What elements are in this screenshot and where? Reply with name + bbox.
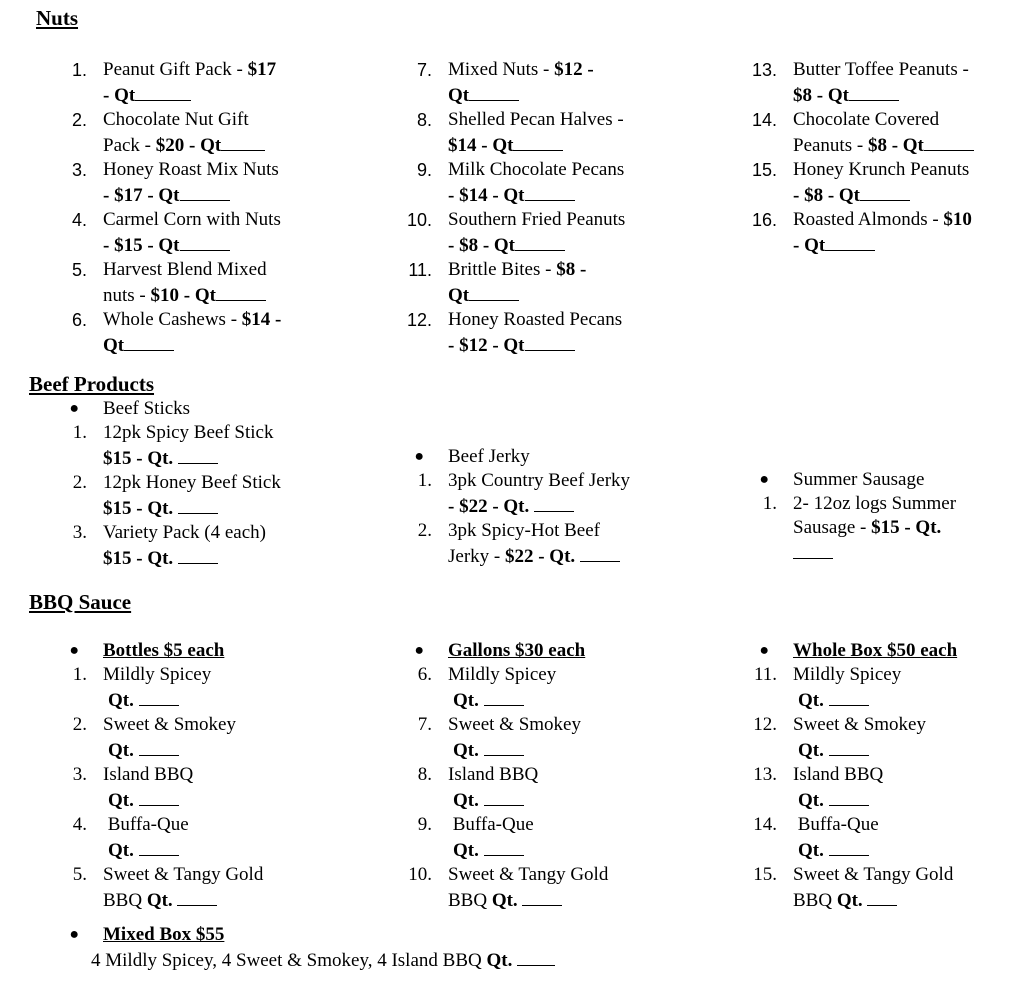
item-name: 2- 12oz logs Summer [793, 493, 957, 514]
bullet-icon: ● [69, 926, 79, 943]
item-number: 3. [72, 764, 87, 785]
qty-blank[interactable] [139, 687, 179, 706]
qty-blank[interactable] [139, 787, 179, 806]
item-number: 9. [417, 814, 432, 835]
item-number: 14. [751, 110, 777, 130]
nut-item [416, 158, 668, 208]
qty-label: Qt. [453, 690, 479, 711]
nut-item [416, 58, 668, 108]
bbq-list-col1 [69, 639, 333, 913]
item-price: $8 - [556, 259, 587, 280]
item-number: 15. [751, 160, 777, 180]
item-number: 10. [408, 864, 432, 885]
item-name: Mildly Spicey [793, 664, 902, 685]
nuts-list-col1 [71, 58, 323, 358]
item-name: Sweet & Smokey [448, 714, 581, 735]
item-number: 1. [72, 422, 87, 443]
item-name: Harvest Blend Mixed [103, 259, 267, 280]
item-price: $8 - Qt [793, 85, 849, 106]
item-price: $14 - [241, 309, 282, 330]
bbq-item [753, 663, 1013, 713]
qty-label: Qt. [453, 840, 479, 861]
item-name: Buffa-Que [448, 814, 534, 835]
item-name: Sweet & Tangy Gold [103, 864, 264, 885]
qty-blank[interactable] [469, 282, 519, 301]
bbq-item [408, 863, 678, 913]
beef-item-1 [72, 421, 333, 471]
qty-blank[interactable] [924, 132, 974, 151]
item-name-cont: BBQ [448, 890, 492, 911]
qty-label: Qt. [798, 690, 824, 711]
item-number: 16. [751, 210, 777, 230]
item-number: 3. [72, 522, 87, 543]
sausage-item-1 [762, 492, 1013, 566]
item-name: Buffa-Que [793, 814, 879, 835]
whole-box-bullet [759, 639, 1013, 663]
item-number: 6. [417, 664, 432, 685]
bbq-item [753, 813, 1013, 863]
nut-item [751, 58, 1013, 108]
item-price: - $22 - Qt. [448, 496, 535, 517]
item-number: 2. [417, 520, 432, 541]
item-price: $12 - [554, 59, 594, 80]
bullet-icon: ● [759, 471, 769, 488]
qty-blank[interactable] [829, 837, 869, 856]
item-number: 10. [406, 210, 432, 230]
item-number: 7. [416, 60, 432, 80]
bullet-icon: ● [414, 642, 424, 659]
item-name: Honey Krunch Peanuts [793, 159, 970, 180]
qty-blank[interactable] [178, 545, 218, 564]
qty-label: Qt. [798, 790, 824, 811]
nut-item [406, 208, 668, 258]
bbq-heading: BBQ Sauce [29, 590, 132, 614]
qty-blank[interactable] [484, 787, 524, 806]
item-name: Mixed Nuts - [448, 59, 555, 80]
qty-blank[interactable] [180, 182, 230, 201]
item-name: Mildly Spicey [103, 664, 212, 685]
beef-heading: Beef Products [29, 372, 155, 396]
bbq-item [417, 813, 678, 863]
qty-blank[interactable] [867, 887, 897, 906]
item-name: Mildly Spicey [448, 664, 557, 685]
item-price: $15 - Qt. [103, 498, 178, 519]
item-name: Southern Fried Peanuts [448, 209, 626, 230]
nut-item [406, 308, 668, 358]
jerky-item-2 [417, 519, 678, 569]
item-number: 2. [71, 110, 87, 130]
nut-item [751, 208, 1013, 258]
item-name: Honey Roasted Pecans [448, 309, 623, 330]
qty-blank[interactable] [525, 332, 575, 351]
item-name: Peanut Gift Pack - [103, 59, 248, 80]
qty-blank[interactable] [513, 132, 563, 151]
nut-item [71, 158, 323, 208]
item-name: Chocolate Covered [793, 109, 940, 130]
nuts-list-col3 [751, 58, 1013, 258]
item-price: $17 [247, 59, 277, 80]
item-price: Qt [448, 85, 470, 106]
summer-sausage-bullet [759, 468, 1013, 492]
item-price: $14 - Qt [448, 135, 514, 156]
item-number: 1. [71, 60, 87, 80]
item-price: $10 - Qt [150, 285, 216, 306]
item-number: 6. [71, 310, 87, 330]
item-price: - $14 - Qt [448, 185, 525, 206]
item-name: Brittle Bites - [448, 259, 557, 280]
item-number: 2. [72, 472, 87, 493]
qty-label: Qt. [453, 740, 479, 761]
qty-label: Qt. [491, 890, 518, 911]
item-name: 3pk Country Beef Jerky [448, 470, 631, 491]
qty-blank[interactable] [522, 887, 562, 906]
item-price: - $8 - Qt [448, 235, 516, 256]
qty-blank[interactable] [793, 540, 833, 559]
item-name: 12pk Honey Beef Stick [103, 472, 281, 493]
qty-blank[interactable] [139, 737, 179, 756]
item-name: Sweet & Tangy Gold [793, 864, 954, 885]
qty-blank[interactable] [178, 445, 218, 464]
qty-blank[interactable] [517, 947, 555, 966]
beef-item-2 [72, 471, 333, 521]
qty-blank[interactable] [829, 787, 869, 806]
item-price: - $15 - Qt [103, 235, 180, 256]
mixed-box-bullet [69, 923, 703, 947]
item-price: - Qt [103, 85, 136, 106]
item-price: $15 - Qt. [103, 548, 178, 569]
nut-item [408, 258, 668, 308]
item-number: 4. [72, 814, 87, 835]
item-number: 4. [71, 210, 87, 230]
beef-list-col3 [759, 468, 1013, 566]
item-name: nuts - [103, 285, 151, 306]
item-number: 11. [753, 664, 777, 685]
bbq-item [72, 713, 333, 763]
item-name: Whole Cashews - [103, 309, 242, 330]
qty-label: Qt. [836, 890, 863, 911]
qty-blank[interactable] [177, 887, 217, 906]
item-name: Island BBQ [448, 764, 539, 785]
item-name: 12pk Spicy Beef Stick [103, 422, 274, 443]
bullet-label: Beef Sticks [103, 398, 191, 419]
gallons-heading: Gallons $30 each [448, 640, 586, 661]
bbq-item [72, 813, 333, 863]
bottles-heading: Bottles $5 each [103, 640, 225, 661]
beef-item-3 [72, 521, 333, 571]
jerky-item-1 [417, 469, 678, 519]
qty-blank[interactable] [180, 232, 230, 251]
qty-blank[interactable] [124, 332, 174, 351]
item-number: 1. [72, 664, 87, 685]
nut-item [71, 308, 323, 358]
bbq-item [417, 763, 678, 813]
item-number: 13. [753, 764, 777, 785]
item-name: Pack - [103, 135, 156, 156]
bullet-icon: ● [69, 400, 79, 417]
item-name: Island BBQ [793, 764, 884, 785]
item-name: Roasted Almonds - [793, 209, 944, 230]
bbq-item [753, 863, 1013, 913]
qty-blank[interactable] [525, 182, 575, 201]
item-name-cont: Jerky - [448, 546, 505, 567]
item-name: Honey Roast Mix Nuts [103, 159, 279, 180]
qty-blank[interactable] [849, 82, 899, 101]
bbq-item [417, 663, 678, 713]
qty-label: Qt. [108, 740, 134, 761]
qty-blank[interactable] [825, 232, 875, 251]
nut-item [751, 158, 1013, 208]
gallons-bullet [414, 639, 678, 663]
bottles-bullet [69, 639, 333, 663]
item-number: 2. [72, 714, 87, 735]
item-number: 3. [71, 160, 87, 180]
nut-item [751, 108, 1013, 158]
bbq-item [753, 713, 1013, 763]
qty-blank[interactable] [221, 132, 265, 151]
item-number: 5. [72, 864, 87, 885]
item-number: 8. [417, 764, 432, 785]
qty-label: Qt. [798, 740, 824, 761]
item-name: Milk Chocolate Pecans [448, 159, 625, 180]
beef-list-col2 [414, 445, 678, 569]
bullet-icon: ● [759, 642, 769, 659]
item-price: Qt [448, 285, 470, 306]
mixed-box-heading: Mixed Box $55 [103, 924, 225, 945]
bullet-icon: ● [414, 448, 424, 465]
bullet-label: Summer Sausage [793, 469, 925, 490]
qty-label: Qt. [108, 690, 134, 711]
mixed-box [69, 923, 703, 973]
item-name: Carmel Corn with Nuts [103, 209, 281, 230]
item-name-cont: Sausage - [793, 517, 872, 538]
item-number: 14. [753, 814, 777, 835]
item-price: $15 - Qt. [871, 517, 942, 538]
item-name-cont: BBQ [793, 890, 837, 911]
item-name: Variety Pack (4 each) [103, 522, 267, 543]
nut-item [71, 108, 323, 158]
qty-blank[interactable] [484, 737, 524, 756]
nut-item [71, 258, 323, 308]
qty-blank[interactable] [135, 82, 191, 101]
bullet-label: Beef Jerky [448, 446, 530, 467]
qty-blank[interactable] [515, 232, 565, 251]
qty-label: Qt. [108, 790, 134, 811]
item-number: 11. [408, 260, 432, 280]
item-number: 1. [417, 470, 432, 491]
item-number: 1. [762, 493, 777, 514]
qty-blank[interactable] [580, 543, 620, 562]
item-name-cont: BBQ [103, 890, 147, 911]
item-number: 12. [753, 714, 777, 735]
item-number: 13. [751, 60, 777, 80]
qty-blank[interactable] [178, 495, 218, 514]
qty-blank[interactable] [469, 82, 519, 101]
item-name: Buffa-Que [103, 814, 189, 835]
item-name: Shelled Pecan Halves - [448, 109, 624, 130]
item-price: $15 - Qt. [103, 448, 178, 469]
bbq-list-col3 [753, 639, 1013, 913]
beef-list-col1 [69, 397, 333, 571]
whole-box-heading: Whole Box $50 each [793, 640, 958, 661]
beef-jerky-bullet [414, 445, 678, 469]
nuts-list-col2 [406, 58, 668, 358]
nut-item [71, 208, 323, 258]
nuts-heading: Nuts [36, 6, 79, 30]
item-price: $20 - Qt [155, 135, 222, 156]
qty-blank[interactable] [139, 837, 179, 856]
item-price: - $17 - Qt [103, 185, 180, 206]
bbq-item [753, 763, 1013, 813]
bbq-list-col2 [408, 639, 678, 913]
item-number: 5. [71, 260, 87, 280]
item-name: Sweet & Smokey [103, 714, 236, 735]
qty-label: Qt. [486, 950, 513, 971]
qty-blank[interactable] [484, 837, 524, 856]
item-price: Qt [103, 335, 125, 356]
bbq-item [417, 713, 678, 763]
item-price: $10 [943, 209, 972, 230]
bbq-item [72, 863, 333, 913]
item-name: Chocolate Nut Gift [103, 109, 249, 130]
item-name: Sweet & Tangy Gold [448, 864, 609, 885]
bbq-item [72, 763, 333, 813]
qty-label: Qt. [798, 840, 824, 861]
mixed-box-desc [91, 947, 703, 973]
item-number: 8. [416, 110, 432, 130]
qty-blank[interactable] [534, 493, 574, 512]
item-name: 3pk Spicy-Hot Beef [448, 520, 600, 541]
item-number: 7. [417, 714, 432, 735]
mixed-box-contents: 4 Mildly Spicey, 4 Sweet & Smokey, 4 Island BBQ [91, 950, 487, 971]
qty-label: Qt. [108, 840, 134, 861]
beef-sticks-bullet [69, 397, 333, 421]
qty-label: Qt. [453, 790, 479, 811]
qty-blank[interactable] [829, 737, 869, 756]
bullet-icon: ● [69, 642, 79, 659]
nut-item [416, 108, 668, 158]
item-name: Butter Toffee Peanuts - [793, 59, 969, 80]
item-price: - Qt [793, 235, 826, 256]
qty-label: Qt. [146, 890, 173, 911]
item-price: $22 - Qt. [504, 546, 580, 567]
qty-blank[interactable] [860, 182, 910, 201]
item-name: Island BBQ [103, 764, 194, 785]
nut-item [71, 58, 323, 108]
qty-blank[interactable] [829, 687, 869, 706]
qty-blank[interactable] [484, 687, 524, 706]
item-name: Peanuts - [793, 135, 868, 156]
item-name: Sweet & Smokey [793, 714, 926, 735]
item-number: 9. [416, 160, 432, 180]
qty-blank[interactable] [216, 282, 266, 301]
item-price: $8 - Qt [867, 135, 924, 156]
item-price: - $12 - Qt [448, 335, 525, 356]
bbq-item [72, 663, 333, 713]
item-number: 12. [406, 310, 432, 330]
item-number: 15. [753, 864, 777, 885]
item-price: - $8 - Qt [793, 185, 861, 206]
